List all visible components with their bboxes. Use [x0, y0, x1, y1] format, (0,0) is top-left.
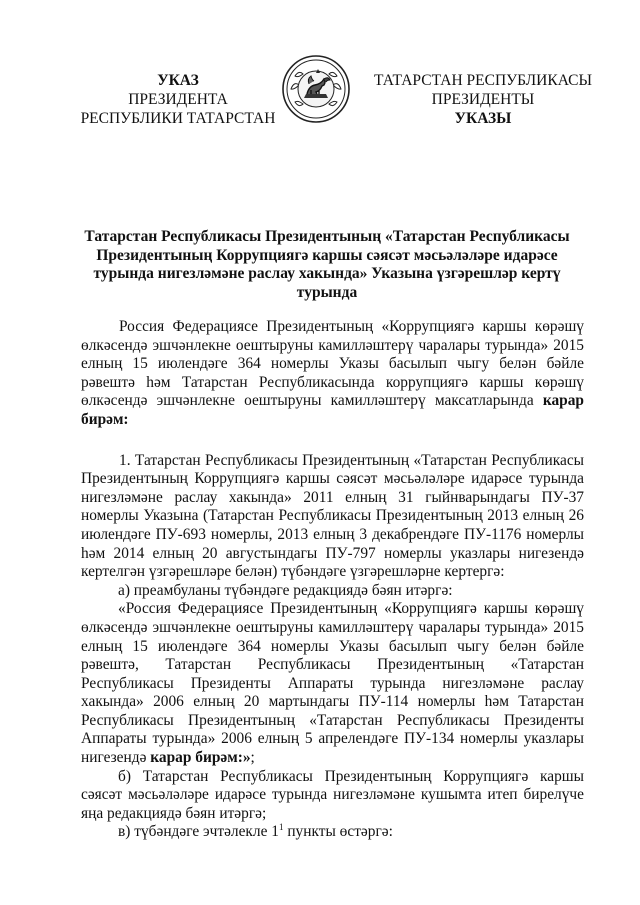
title-line: Татарстан Республикасы Президентының «Татарстан Республикасы: [84, 228, 570, 245]
quote-paragraph: [81, 600, 584, 767]
header-left-ru: [80, 71, 276, 128]
item-b-paragraph: б) Татарстан Республикасы Президентының Коррупциягә каршы сәясәт мәсьәләләре идарәсе турында нигезләмәне кушымта итеп бирелүче яңа редакциядә бәян итәргә;: [81, 767, 584, 822]
intro-resolution: карар бирәм:: [81, 392, 584, 428]
title-line: турында нигезләмәне раслау хакында» Указына үзгәрешләр кертү: [93, 265, 561, 282]
item-1-paragraph: 1. Татарстан Республикасы Президентының «Татарстан Республикасы Президентының Коррупциягә каршы сәясәт мәсьәләләре идарәсе турында нигезләмәне раслау хакында» 2011 елның 31 гыйнварындагы ПУ-37 номерлы Указына (Татарстан Республикасы Президентының 2013 елның 26 июлендәге ПУ-693 номерлы, 2013 елның 3 декабрендәге ПУ-1176 номерлы һәм 2014 елның 20 августындагы ПУ-797 номерлы указлары нигезендә кертелгән үзгәрешләре белән) түбәндәге үзгәрешләрне кертергә:: [81, 451, 584, 581]
item-a-paragraph: а) преамбуланы түбәндәге редакциядә бәян итәргә:: [118, 581, 453, 599]
title-line: Президентының Коррупциягә каршы сәясәт мәсьәләләре идарәсе: [96, 246, 558, 264]
title-line: турында: [296, 283, 358, 301]
tatarstan-emblem-icon: [281, 54, 351, 124]
item-c-after: пункты өстәргә:: [283, 823, 393, 841]
header-right-republic: ТАТАРСТАН РЕСПУБЛИКАСЫ: [374, 72, 592, 89]
item-c-paragraph: [81, 823, 584, 842]
item-c-superscript: 1: [278, 822, 284, 833]
quote-resolution: карар бирәм:»: [150, 749, 251, 767]
intro-paragraph: [81, 318, 584, 430]
header-right-president: ПРЕЗИДЕНТЫ: [431, 91, 535, 108]
header-left-president: ПРЕЗИДЕНТА: [128, 91, 228, 108]
header-right-ukazy: УКАЗЫ: [454, 110, 512, 127]
item-c-before: в) түбәндәге эчтәлекле 1: [118, 823, 279, 841]
header-right-tt: [366, 71, 600, 128]
quote-tail: ;: [250, 749, 255, 767]
decree-body: [81, 318, 584, 842]
header-left-ukaz: УКАЗ: [157, 72, 199, 89]
decree-title: [72, 228, 582, 302]
intro-text: Россия Федерациясе Президентының «Коррупциягә каршы көрәшү өлкәсендә эшчәнлекне оештыруны камилләштерү чаралары турында» 2015 елның 15 июлендәге 364 номерлы Указы басылып чыгу белән бәйле рәвештә һәм Татарстан Республикасында коррупциягә каршы көрәшү өлкәсендә эшчәнлекне оештыруны камилләштерү максатларында: [81, 318, 584, 410]
quote-text: «Россия Федерациясе Президентының «Коррупциягә каршы көрәшү өлкәсендә эшчәнлекне оештыруны камилләштерү чаралары турында» 2015 елның 15 июлендәге 364 номерлы Указы басылып чыгу белән бәйле рәвештә, Татарстан Республикасы Президентының «Татарстан Республикасы Президенты Аппараты турында нигезләмәне раслау хакында» 2006 елның 20 мартындагы ПУ-114 номерлы һәм Татарстан Республикасы Президентының «Татарстан Республикасы Президенты Аппараты турында» 2006 елның 5 апрелендәге ПУ-134 номерлы указлары нигезендә: [81, 600, 584, 767]
header-left-republic: РЕСПУБЛИКИ ТАТАРСТАН: [80, 110, 276, 127]
